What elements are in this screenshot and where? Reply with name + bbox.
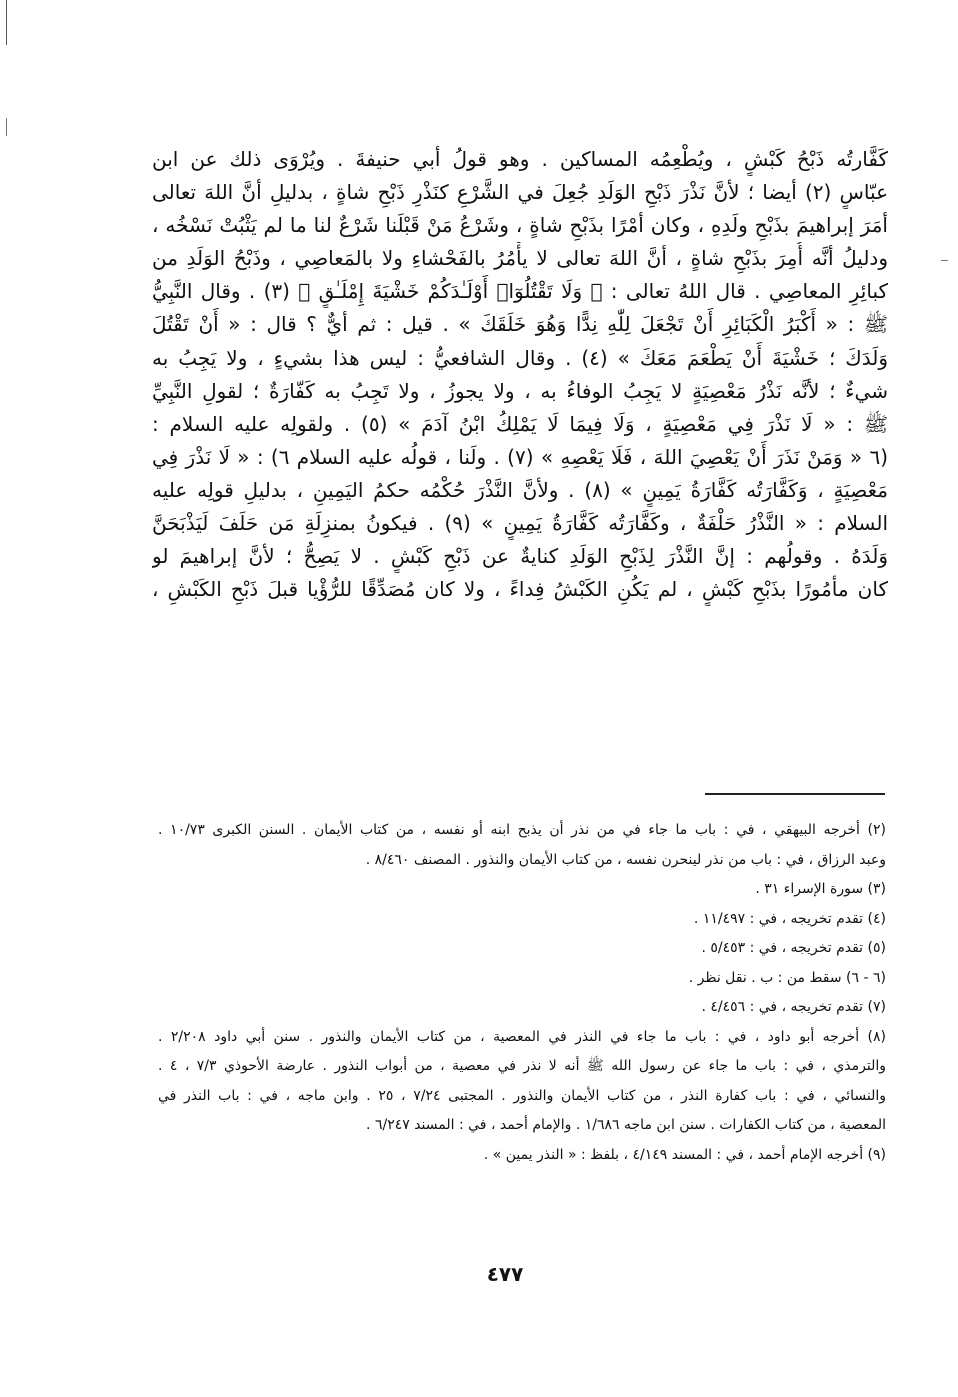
text-line: كَفَّارتُه ذَبْحُ كَبْشٍ ، ويُطْعِمُه المساكين . وهو قولُ أبي حنيفةَ . ويُرْوَى ذلك عن ابن — [152, 147, 888, 171]
footnote-line: (٦ - ٦) سقط من : ب . نقل نظر . — [688, 969, 886, 986]
text-line: عبّاسٍ (٢) أيضا ؛ لأنَّ نَذْرَ ذَبْحِ الوَلَدِ جُعِلَ في الشَّرْعِ كنَذْرِ ذَبْحِ شاةٍ ، بدليلِ أنَّ اللهَ تعالى — [152, 180, 888, 205]
text-line: ﷺ : « لَا نَذْرَ فِي مَعْصِيَةٍ ، وَلَا فِيمَا لَا يَمْلِكُ ابْنُ آدَمَ » (٥) . ولقولِه عليه السلام : — [152, 411, 888, 436]
footnote-line: (٧) تقدم تخريجه ، في : ٤/٤٥٦ . — [701, 999, 886, 1015]
footnote-line: (٩) أخرجه الإمام أحمد ، في : المسند ٤/١٤٩ ، بلفظ : « النذر يمين » . — [483, 1146, 886, 1163]
footnote-line: المعصية ، من كتاب الكفارات . سنن ابن ماجه ١/٦٨٦ . والإمام أحمد ، في : المسند ٦/٢٤٧ . — [366, 1117, 886, 1133]
text-line: السلام : « النَّذْرُ حَلْفَةٌ ، وكَفَّارَتُه كَفَّارَةُ يَمِينٍ » (٩) . فيكونُ بمنزِلَةِ مَن حَلَفَ لَيَذْبَحَنَّ — [152, 511, 888, 536]
footnote-line: (٨) أخرجه أبو داود ، في : باب ما جاء في النذر في المعصية ، من كتاب الأيمان والنذور . سنن أبي داود ٢/٢٠٨ . — [158, 1028, 886, 1045]
footnote-line: (٢) أخرجه البيهقي ، في : باب ما جاء في من نذر أن يذبح ابنه أو نفسه ، من كتاب الأيمان . السنن الكبرى ١٠/٧٣ . — [158, 822, 886, 838]
footnote-line: (٥) تقدم تخريجه ، في : ٥/٤٥٣ . — [701, 940, 886, 956]
footnotes — [158, 816, 886, 1170]
text-line: (٦ « وَمَنْ نَذَرَ أَنْ يَعْصِيَ اللهَ ، فَلَا يَعْصِهِ » (٧) . ولَنا ، قولُه عليه السلام ٦) : « لَا نَذْرَ فِي — [152, 444, 888, 469]
text-line: أمَرَ إبراهيمَ بذَبْحِ ولَدِهِ ، وكان أمْرًا بذَبْحِ شاةٍ ، وشَرْعُ مَنْ قَبْلَنا شَرْعٌ لنا ما لم يَثْبُتْ نَسْخُه ، — [152, 213, 888, 238]
page-edge-mark — [6, 118, 7, 136]
footnote-line: والنسائي ، في : باب كفارة النذر ، من كتاب الأيمان والنذور . المجتبى ٧/٢٤ ، ٢٥ . وابن ماجه ، في : باب النذر في — [158, 1087, 886, 1104]
footnote-line: (٣) سورة الإسراء ٣١ . — [755, 881, 886, 897]
text-line: كبائِرِ المعاصِي . قال اللهُ تعالى : ﴿ وَلَا تَقْتُلُوٓا۟ أَوْلَـٰدَكُمْ خَشْيَةَ إِمْلَـٰقٍ ﴾ (٣) . وقال النَّبِيُّ — [152, 279, 888, 304]
text-line: شيءٌ ؛ لأنَّه نَذْرُ مَعْصِيَةٍ لا يَجِبُ الوفاءُ به ، ولا يجوزُ ، ولا تَجِبُ به كَفّارَةٌ ؛ لقولِ النَّبِيِّ — [152, 378, 888, 403]
text-line: كان مأمُورًا بذَبْحِ كَبْشٍ ، لم يَكُنِ الكَبْشُ فِداءً ، ولا كان مُصَدِّقًا للرُّؤْيا قبلَ ذَبْحِ الكَبْشِ ، — [152, 577, 888, 602]
text-line: وَلَدَكَ ؛ خَشْيَةَ أَنْ يَطْعَمَ مَعَكَ » (٤) . وقال الشافعيُّ : ليس هذا بشيءٍ ، ولا يَجِبُ به — [152, 345, 888, 370]
text-line: ودليلُ أنَّه أُمِرَ بذَبْحِ شاةٍ ، أنَّ اللهَ تعالى لا يأْمُرُ بالفَحْشاءِ ولا بالمَعاصِي ، وذَبْحُ الوَلَدِ من — [152, 246, 888, 271]
main-text — [152, 143, 888, 606]
text-line: مَعْصِيَةٍ ، وَكَفَّارَتُه كَفَّارَةُ يَمِينٍ » (٨) . ولأنَّ النَّذْرَ حُكْمُه حكمُ اليَمِينِ ، بدليلِ قولِه عليه — [152, 477, 888, 502]
page-number: ٤٧٧ — [486, 1262, 524, 1286]
footnote-line: (٤) تقدم تخريجه ، في : ١١/٤٩٧ . — [693, 910, 886, 927]
text-line: ﷺ : « أَكْبَرُ الْكَبَائِرِ أَنْ تَجْعَلَ لِلّٰهِ نِدًّا وَهُوَ خَلَقَكَ » . قيل : ثم أيٌّ ؟ قال : « أَنْ تَقْتُلَ — [152, 312, 888, 337]
footnote-line: وعبد الرزاق ، في : باب من نذر لينحرن نفسه ، من كتاب الأيمان والنذور . المصنف ٨/٤٦٠ . — [365, 851, 886, 868]
text-line: وَلَدَهُ . وقولُهم : إنَّ النَّذْرَ لِذَبْحِ الوَلَدِ كنايةٌ عن ذَبْحِ كَبْشٍ . لا يَصِحُّ ؛ لأنَّ إبراهيمَ لو — [152, 544, 888, 569]
page-edge-line — [6, 0, 7, 45]
margin-dash — [941, 260, 948, 261]
footnote-separator — [705, 793, 885, 795]
footnote-line: والترمذي ، في : باب ما جاء عن رسول الله ﷺ أنه لا نذر في معصية ، من أبواب النذور . عارضة الأحوذي ٧/٣ ، ٤ . — [158, 1058, 886, 1074]
